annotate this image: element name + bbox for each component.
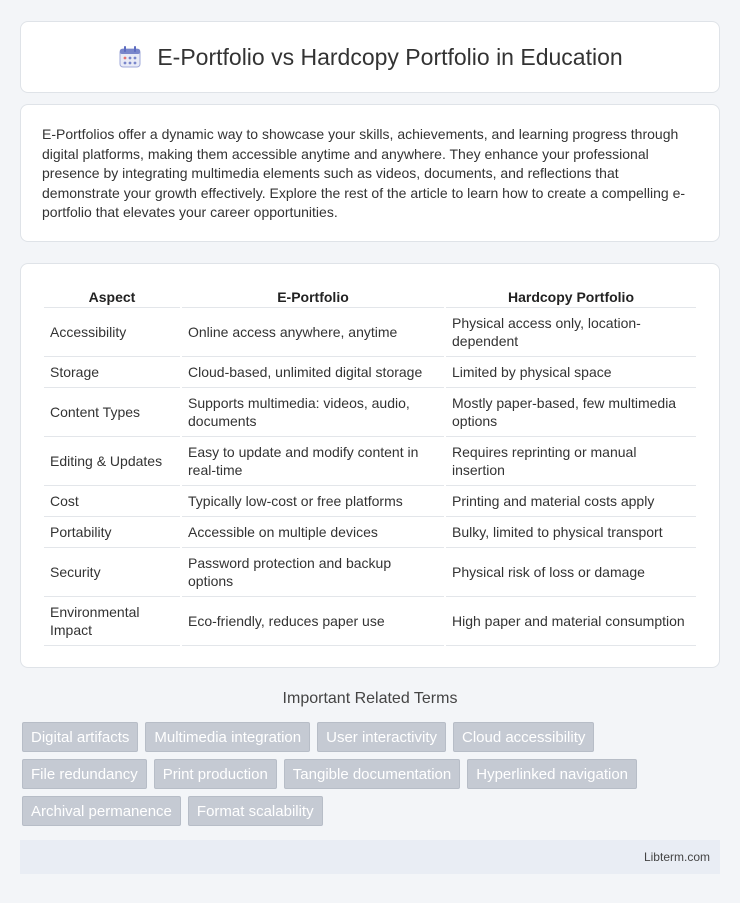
cell-hardcopy: Mostly paper-based, few multimedia options <box>446 388 696 437</box>
page-title: E-Portfolio vs Hardcopy Portfolio in Education <box>157 43 623 70</box>
cell-hardcopy: Physical access only, location-dependent <box>446 308 696 357</box>
footer <box>20 840 720 874</box>
header-aspect: Aspect <box>44 282 180 308</box>
cell-e-portfolio: Typically low-cost or free platforms <box>182 486 444 517</box>
table-row <box>44 517 696 548</box>
cell-hardcopy: Requires reprinting or manual insertion <box>446 437 696 486</box>
table-row <box>44 437 696 486</box>
comparison-table <box>42 282 698 646</box>
tag-archival-permanence[interactable]: Archival permanence <box>22 796 181 826</box>
calendar-icon <box>117 44 143 70</box>
header-e-portfolio: E-Portfolio <box>182 282 444 308</box>
cell-aspect: Portability <box>44 517 180 548</box>
tag-file-redundancy[interactable]: File redundancy <box>22 759 147 789</box>
cell-e-portfolio: Online access anywhere, anytime <box>182 308 444 357</box>
cell-hardcopy: Physical risk of loss or damage <box>446 548 696 597</box>
table-row <box>44 597 696 646</box>
cell-aspect: Storage <box>44 357 180 388</box>
cell-aspect: Cost <box>44 486 180 517</box>
cell-hardcopy: Bulky, limited to physical transport <box>446 517 696 548</box>
tag-digital-artifacts[interactable]: Digital artifacts <box>22 722 138 752</box>
intro-card <box>20 104 720 242</box>
related-terms-tags <box>22 722 720 826</box>
footer-brand[interactable]: Libterm.com <box>643 850 710 864</box>
cell-aspect: Accessibility <box>44 308 180 357</box>
tag-multimedia-integration[interactable]: Multimedia integration <box>145 722 310 752</box>
tag-print-production[interactable]: Print production <box>154 759 277 789</box>
table-row <box>44 357 696 388</box>
tag-hyperlinked-navigation[interactable]: Hyperlinked navigation <box>467 759 637 789</box>
table-row <box>44 388 696 437</box>
cell-e-portfolio: Accessible on multiple devices <box>182 517 444 548</box>
cell-aspect: Security <box>44 548 180 597</box>
cell-e-portfolio: Password protection and backup options <box>182 548 444 597</box>
tag-tangible-documentation[interactable]: Tangible documentation <box>284 759 460 789</box>
cell-e-portfolio: Eco-friendly, reduces paper use <box>182 597 444 646</box>
table-header-row <box>44 282 696 308</box>
related-terms-heading: Important Related Terms <box>282 690 458 707</box>
tag-user-interactivity[interactable]: User interactivity <box>317 722 446 752</box>
tag-cloud-accessibility[interactable]: Cloud accessibility <box>453 722 594 752</box>
header-hardcopy-portfolio: Hardcopy Portfolio <box>446 282 696 308</box>
cell-e-portfolio: Easy to update and modify content in real-time <box>182 437 444 486</box>
cell-hardcopy: Printing and material costs apply <box>446 486 696 517</box>
comparison-table-card <box>20 263 720 668</box>
title-card <box>20 21 720 93</box>
intro-text: E-Portfolios offer a dynamic way to showcase your skills, achievements, and learning progress through digital platforms, making them accessible anytime and anywhere. They enhance your professional presence by integrating multimedia elements such as videos, documents, and reflections that demonstrate your growth effectively. Explore the rest of the article to learn how to create a compelling e-portfolio that elevates your career opportunities. <box>42 126 686 220</box>
table-row <box>44 486 696 517</box>
cell-hardcopy: Limited by physical space <box>446 357 696 388</box>
table-row <box>44 308 696 357</box>
tag-format-scalability[interactable]: Format scalability <box>188 796 323 826</box>
cell-aspect: Editing & Updates <box>44 437 180 486</box>
cell-hardcopy: High paper and material consumption <box>446 597 696 646</box>
table-row <box>44 548 696 597</box>
cell-e-portfolio: Supports multimedia: videos, audio, documents <box>182 388 444 437</box>
related-terms-section <box>0 690 740 708</box>
cell-aspect: Content Types <box>44 388 180 437</box>
cell-e-portfolio: Cloud-based, unlimited digital storage <box>182 357 444 388</box>
cell-aspect: Environmental Impact <box>44 597 180 646</box>
